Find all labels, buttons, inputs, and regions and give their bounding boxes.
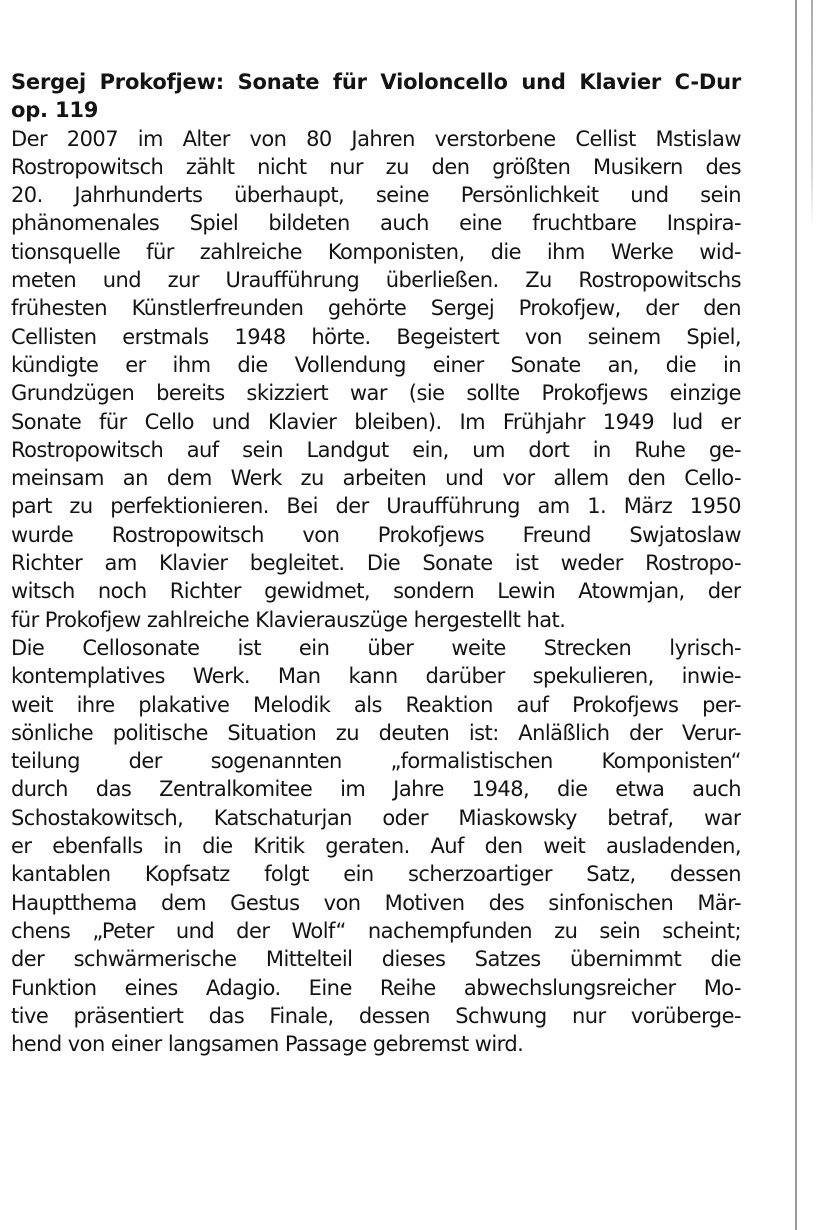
text-line: tive präsentiert das Finale, dessen Schwung nur vorüberge- <box>11 1003 741 1028</box>
text-line: tionsquelle für zahlreiche Komponisten, die ihm Werke wid- <box>11 239 741 264</box>
text-line: kontemplatives Werk. Man kann darüber spekulieren, inwie- <box>11 664 741 689</box>
text-line: meten und zur Uraufführung überließen. Zu Rostropowitschs <box>11 268 741 293</box>
scan-edge-rule <box>795 0 797 1230</box>
scan-fold-line <box>811 0 813 230</box>
text-line: Die Cellosonate ist ein über weite Strecken lyrisch- <box>11 635 741 660</box>
text-line: Sonate für Cello und Klavier bleiben). Im Frühjahr 1949 lud er <box>11 409 741 434</box>
page-title <box>11 68 741 125</box>
text-line: witsch noch Richter gewidmet, sondern Lewin Atowmjan, der <box>11 579 741 604</box>
text-line: weit ihre plakative Melodik als Reaktion auf Prokofjews per- <box>11 692 741 717</box>
text-line: sönliche politische Situation zu deuten ist: Anläßlich der Verur- <box>11 720 741 745</box>
text-line: Richter am Klavier begleitet. Die Sonate ist weder Rostropo- <box>11 551 741 576</box>
text-line: Grundzügen bereits skizziert war (sie sollte Prokofjews einzige <box>11 381 741 406</box>
text-line: part zu perfektionieren. Bei der Uraufführung am 1. März 1950 <box>11 494 741 519</box>
text-line: durch das Zentralkomitee im Jahre 1948, die etwa auch <box>11 777 741 802</box>
text-line: kündigte er ihm die Vollendung einer Sonate an, die in <box>11 352 741 377</box>
text-line: Hauptthema dem Gestus von Motiven des sinfonischen Mär- <box>11 890 741 915</box>
text-line: Rostropowitsch zählt nicht nur zu den größten Musikern des <box>11 154 741 179</box>
title-line: op. 119 <box>11 98 99 123</box>
text-line: Funktion eines Adagio. Eine Reihe abwechslungsreicher Mo- <box>11 975 741 1000</box>
text-line: für Prokofjew zahlreiche Klavierauszüge hergestellt hat. <box>11 607 566 632</box>
document-page <box>11 68 741 1058</box>
text-line: er ebenfalls in die Kritik geraten. Auf den weit ausladenden, <box>11 834 741 859</box>
text-line: hend von einer langsamen Passage gebremst wird. <box>11 1032 524 1057</box>
text-line: wurde Rostropowitsch von Prokofjews Freund Swjatoslaw <box>11 522 741 547</box>
text-line: Cellisten erstmals 1948 hörte. Begeistert von seinem Spiel, <box>11 324 741 349</box>
text-line: 20. Jahrhunderts überhaupt, seine Persönlichkeit und sein <box>11 183 741 208</box>
text-line: kantablen Kopfsatz folgt ein scherzoartiger Satz, dessen <box>11 862 741 887</box>
text-line: phänomenales Spiel bildeten auch eine fruchtbare Inspira- <box>11 211 741 236</box>
text-line: meinsam an dem Werk zu arbeiten und vor allem den Cello- <box>11 466 741 491</box>
title-line: Sergej Prokofjew: Sonate für Violoncello und Klavier C-Dur <box>11 70 741 94</box>
paragraph-2 <box>11 634 741 1058</box>
text-line: teilung der sogenannten „formalistischen Komponisten“ <box>11 749 741 774</box>
text-line: Schostakowitsch, Katschaturjan oder Miaskowsky betraf, war <box>11 805 741 830</box>
text-line: Der 2007 im Alter von 80 Jahren verstorbene Cellist Mstislaw <box>11 126 741 151</box>
paragraph-1 <box>11 125 741 634</box>
text-line: der schwärmerische Mittelteil dieses Satzes übernimmt die <box>11 947 741 972</box>
text-line: Rostropowitsch auf sein Landgut ein, um dort in Ruhe ge- <box>11 437 741 462</box>
text-line: chens „Peter und der Wolf“ nachempfunden zu sein scheint; <box>11 918 741 943</box>
text-line: frühesten Künstlerfreunden gehörte Sergej Prokofjew, der den <box>11 296 741 321</box>
